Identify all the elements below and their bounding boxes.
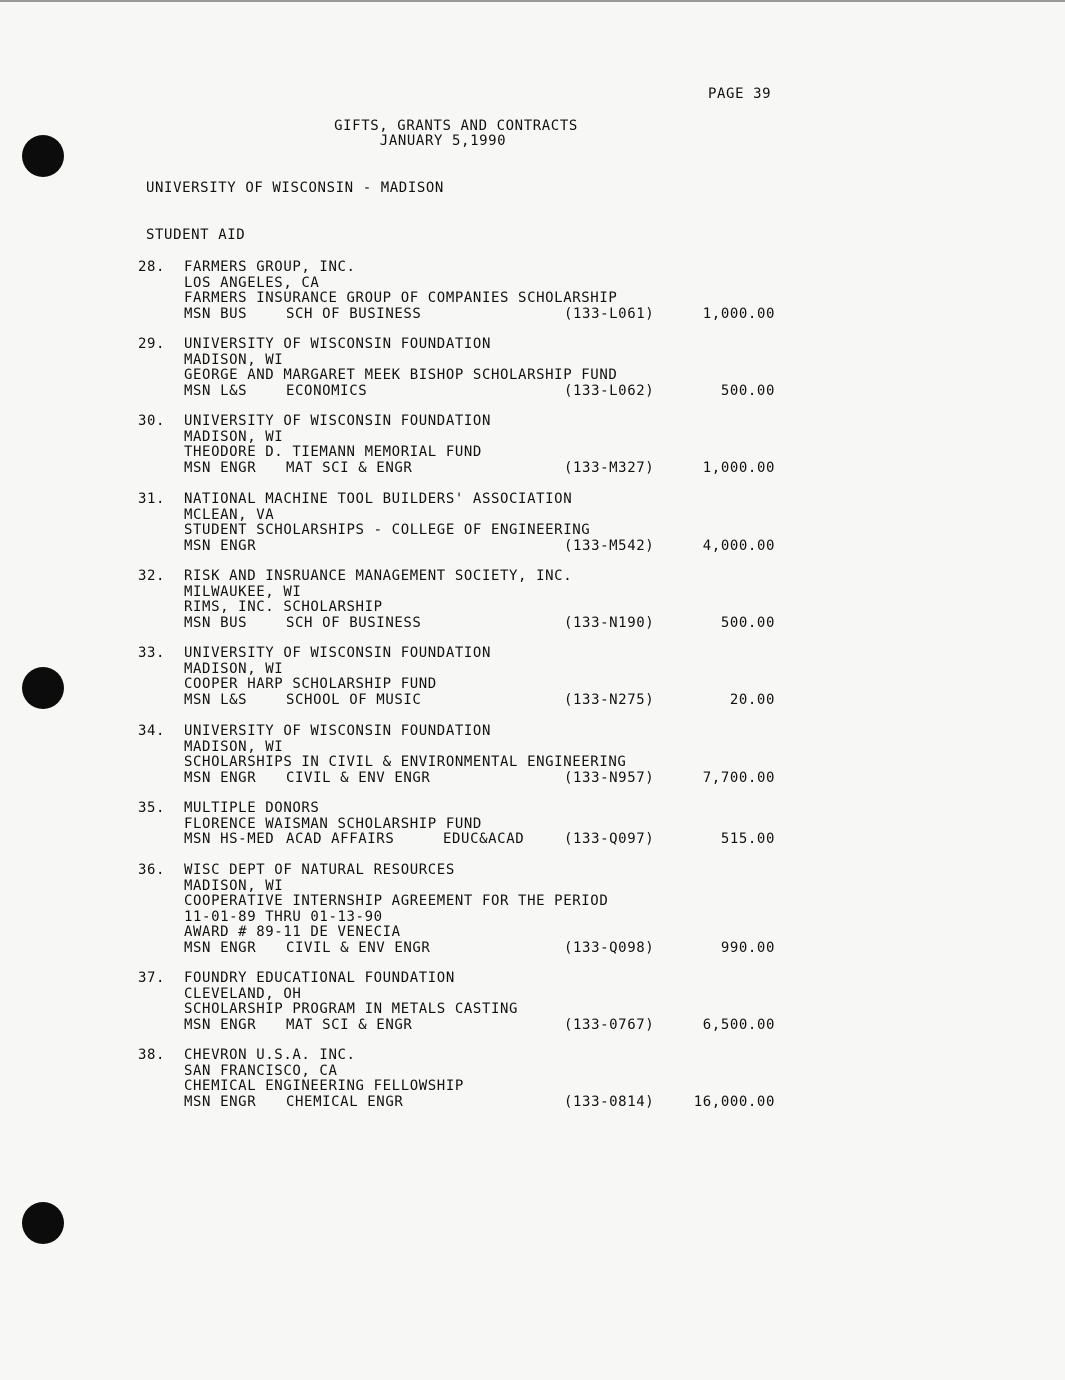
- report-title: GIFTS, GRANTS AND CONTRACTS: [334, 118, 578, 134]
- report-date: JANUARY 5,1990: [379, 133, 507, 149]
- department: CIVIL & ENV ENGR: [286, 939, 431, 956]
- section-title: STUDENT AID: [146, 227, 246, 243]
- amount: 4,000.00: [702, 537, 775, 554]
- account-line: [184, 384, 784, 400]
- entry-detail-line: RIMS, INC. SCHOLARSHIP: [184, 599, 383, 615]
- account-code: (133-M327): [564, 459, 655, 476]
- donor-name: NATIONAL MACHINE TOOL BUILDERS' ASSOCIATION: [184, 491, 573, 507]
- account-code: (133-Q098): [564, 939, 655, 956]
- campus-unit: MSN HS-MED: [184, 831, 275, 847]
- donor-name: FOUNDRY EDUCATIONAL FOUNDATION: [184, 970, 455, 986]
- campus-unit: MSN ENGR: [184, 769, 257, 786]
- entry-detail-line: CHEMICAL ENGINEERING FELLOWSHIP: [184, 1078, 464, 1094]
- entry-detail-line: MCLEAN, VA: [184, 506, 275, 523]
- page-number: PAGE 39: [708, 86, 772, 102]
- campus-unit: MSN L&S: [184, 382, 248, 399]
- department: SCH OF BUSINESS: [286, 305, 422, 322]
- donor-name: MULTIPLE DONORS: [184, 800, 320, 816]
- department: ACAD AFFAIRS: [286, 831, 395, 847]
- entry-detail-line: SAN FRANCISCO, CA: [184, 1062, 338, 1079]
- campus-unit: MSN ENGR: [184, 1016, 257, 1033]
- campus-unit: MSN L&S: [184, 691, 248, 708]
- donor-name: CHEVRON U.S.A. INC.: [184, 1047, 356, 1063]
- entry-detail-line: MILWAUKEE, WI: [184, 583, 302, 600]
- amount: 1,000.00: [702, 459, 775, 476]
- account-line: [184, 941, 784, 957]
- account-code: (133-L061): [564, 305, 655, 322]
- entry-detail-line: MADISON, WI: [184, 428, 284, 445]
- account-code: (133-L062): [564, 382, 655, 399]
- account-code: (133-0767): [564, 1016, 655, 1033]
- campus-unit: MSN ENGR: [184, 939, 257, 956]
- entry-detail-line: COOPERATIVE INTERNSHIP AGREEMENT FOR THE PERIOD: [184, 893, 609, 909]
- account-line: [184, 461, 784, 477]
- entry-detail-line: MADISON, WI: [184, 738, 284, 755]
- entry-number: 29.: [138, 336, 166, 352]
- entry-number: 31.: [138, 491, 166, 507]
- entry-detail-line: CLEVELAND, OH: [184, 985, 302, 1002]
- account-code: (133-N957): [564, 769, 655, 786]
- account-code: (133-N275): [564, 691, 655, 708]
- donor-name: UNIVERSITY OF WISCONSIN FOUNDATION: [184, 336, 491, 352]
- entry-number: 38.: [138, 1047, 166, 1063]
- account-line: [184, 616, 784, 632]
- amount: 6,500.00: [702, 1016, 775, 1033]
- entry-detail-line: GEORGE AND MARGARET MEEK BISHOP SCHOLARSHIP FUND: [184, 367, 618, 383]
- campus-unit: MSN ENGR: [184, 537, 257, 554]
- department: MAT SCI & ENGR: [286, 459, 413, 476]
- entry-number: 36.: [138, 862, 166, 878]
- campus-unit: MSN BUS: [184, 305, 248, 322]
- donor-name: WISC DEPT OF NATURAL RESOURCES: [184, 862, 455, 878]
- donor-name: UNIVERSITY OF WISCONSIN FOUNDATION: [184, 723, 491, 739]
- department: ECONOMICS: [286, 382, 368, 399]
- entry-detail-line: MADISON, WI: [184, 351, 284, 368]
- department: SCHOOL OF MUSIC: [286, 691, 422, 708]
- amount: 515.00: [720, 831, 775, 847]
- amount: 500.00: [720, 614, 775, 631]
- account-line: [184, 539, 784, 555]
- amount: 20.00: [729, 691, 775, 708]
- amount: 7,700.00: [702, 769, 775, 786]
- department: SCH OF BUSINESS: [286, 614, 422, 631]
- account-line: [184, 1095, 784, 1111]
- entry-detail-line: FLORENCE WAISMAN SCHOLARSHIP FUND: [184, 815, 482, 832]
- entry-detail-line: COOPER HARP SCHOLARSHIP FUND: [184, 676, 437, 692]
- amount: 990.00: [720, 939, 775, 956]
- entry-detail-line: STUDENT SCHOLARSHIPS - COLLEGE OF ENGINEERING: [184, 522, 591, 538]
- department: CIVIL & ENV ENGR: [286, 769, 431, 786]
- entry-number: 37.: [138, 970, 166, 986]
- entry-number: 33.: [138, 645, 166, 661]
- entry-detail-line: LOS ANGELES, CA: [184, 274, 320, 291]
- donor-name: UNIVERSITY OF WISCONSIN FOUNDATION: [184, 645, 491, 661]
- entry-detail-line: MADISON, WI: [184, 660, 284, 677]
- punch-hole-icon: [22, 135, 64, 177]
- account-code: (133-Q097): [564, 831, 655, 847]
- punch-hole-icon: [22, 667, 64, 709]
- account-code: (133-0814): [564, 1093, 655, 1110]
- institution-name: UNIVERSITY OF WISCONSIN - MADISON: [146, 180, 444, 196]
- donor-name: UNIVERSITY OF WISCONSIN FOUNDATION: [184, 413, 491, 429]
- entry-number: 35.: [138, 800, 166, 816]
- sub-department: EDUC&ACAD: [443, 831, 525, 847]
- entry-number: 30.: [138, 413, 166, 429]
- entry-detail-line: SCHOLARSHIPS IN CIVIL & ENVIRONMENTAL ENGINEERING: [184, 754, 627, 770]
- amount: 500.00: [720, 382, 775, 399]
- campus-unit: MSN BUS: [184, 614, 248, 631]
- campus-unit: MSN ENGR: [184, 1093, 257, 1110]
- entry-detail-line: THEODORE D. TIEMANN MEMORIAL FUND: [184, 444, 482, 460]
- entry-number: 34.: [138, 723, 166, 739]
- account-line: [184, 771, 784, 787]
- punch-hole-icon: [22, 1202, 64, 1244]
- account-line: [184, 693, 784, 709]
- account-line: [184, 307, 784, 323]
- entry-detail-line: FARMERS INSURANCE GROUP OF COMPANIES SCHOLARSHIP: [184, 290, 618, 306]
- donor-name: FARMERS GROUP, INC.: [184, 259, 356, 275]
- donor-name: RISK AND INSRUANCE MANAGEMENT SOCIETY, INC.: [184, 568, 573, 584]
- campus-unit: MSN ENGR: [184, 459, 257, 476]
- amount: 1,000.00: [702, 305, 775, 322]
- account-line: [184, 832, 784, 848]
- entry-number: 32.: [138, 568, 166, 584]
- top-rule: [0, 0, 1065, 2]
- account-line: [184, 1018, 784, 1034]
- account-code: (133-N190): [564, 614, 655, 631]
- amount: 16,000.00: [693, 1093, 775, 1110]
- department: MAT SCI & ENGR: [286, 1016, 413, 1033]
- entry-detail-line: MADISON, WI: [184, 877, 284, 894]
- entry-detail-line: SCHOLARSHIP PROGRAM IN METALS CASTING: [184, 1001, 519, 1017]
- account-code: (133-M542): [564, 537, 655, 554]
- entry-detail-line: AWARD # 89-11 DE VENECIA: [184, 924, 401, 940]
- entry-detail-line: 11-01-89 THRU 01-13-90: [184, 908, 383, 925]
- entry-number: 28.: [138, 259, 166, 275]
- department: CHEMICAL ENGR: [286, 1093, 404, 1110]
